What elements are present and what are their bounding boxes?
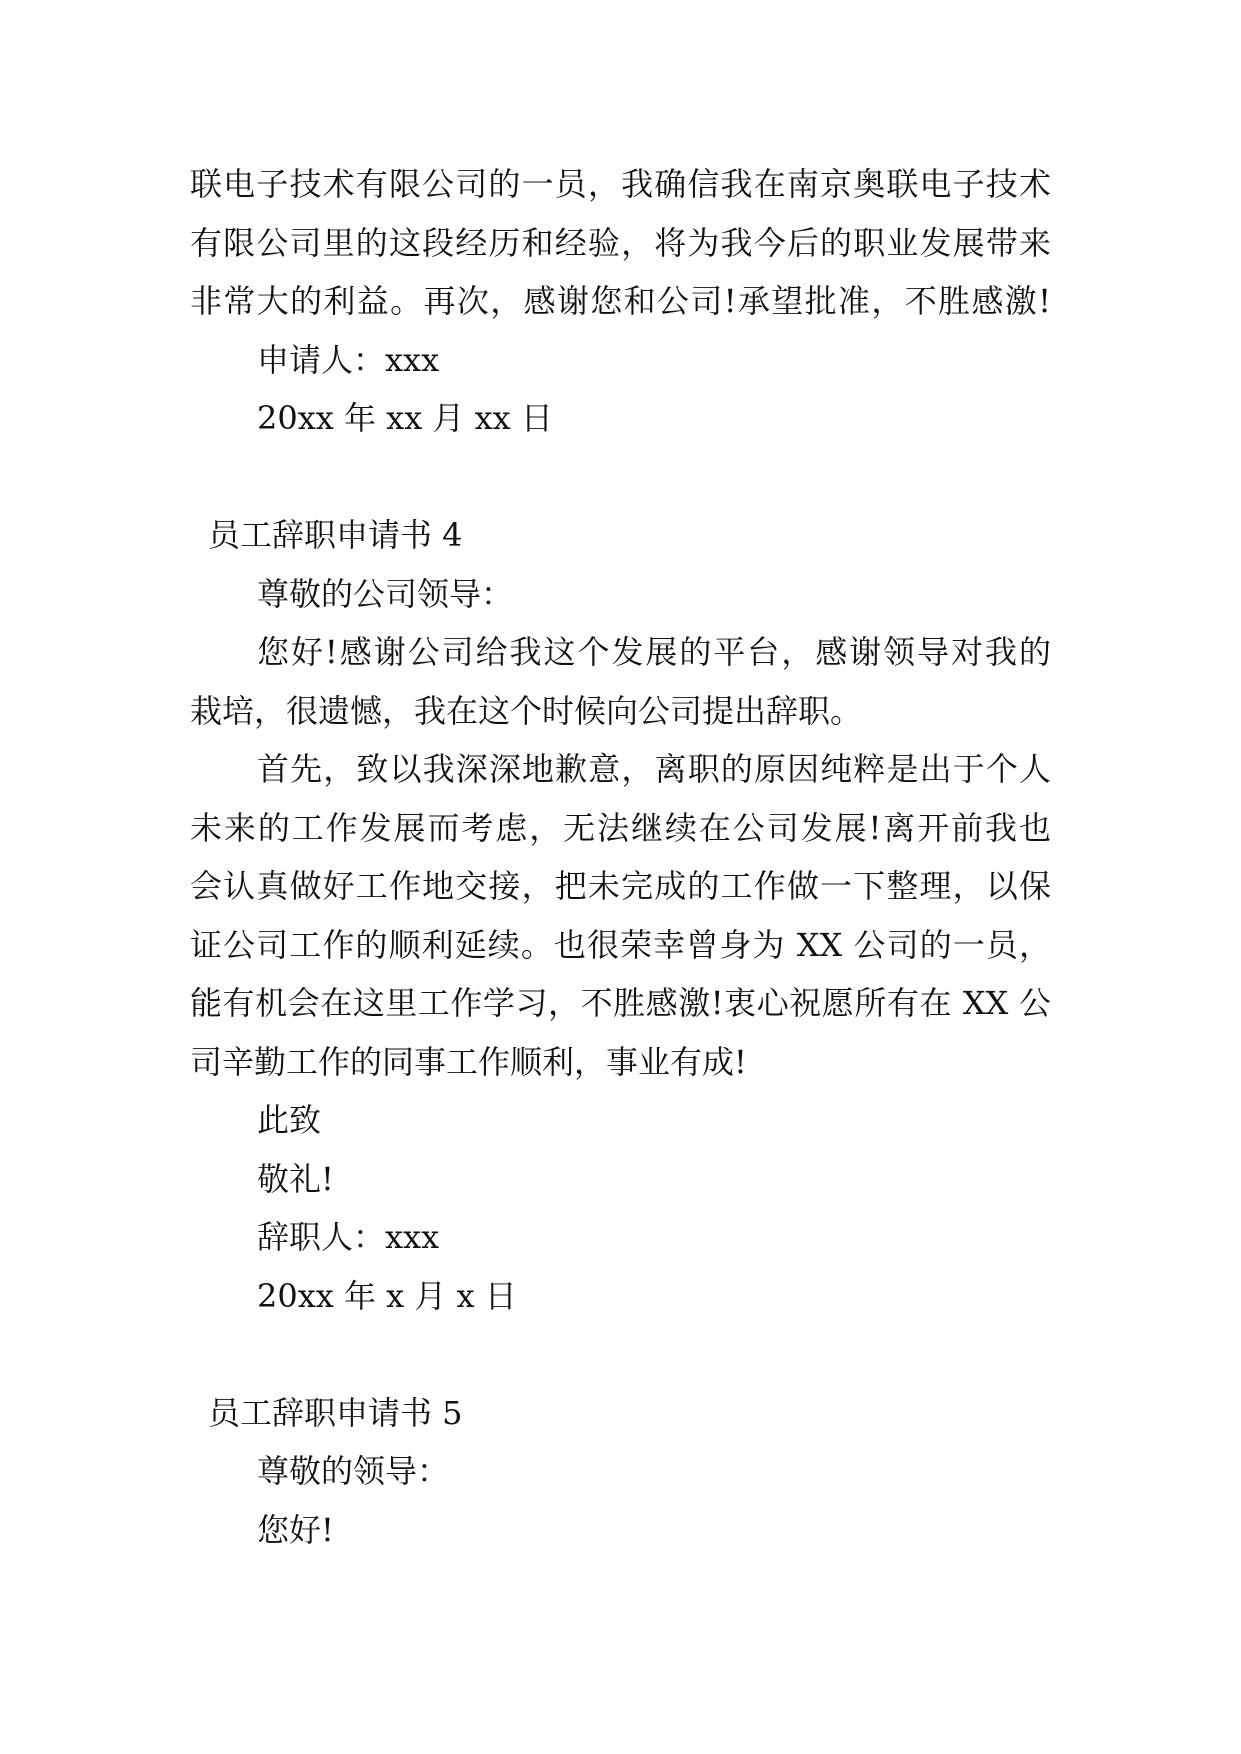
signer-signature: 辞职人：xxx [257,1218,440,1256]
salutation: 尊敬的领导： [257,1452,450,1490]
letter-title: 员工辞职申请书 5 [208,1393,463,1432]
blank-line [0,448,1241,507]
resignation-letter-4 [0,506,1241,1325]
greeting: 您好! [257,1510,334,1549]
regards: 敬礼! [257,1159,334,1198]
paragraph-line: 您好!感谢公司给我这个发展的平台，感谢领导对我的 [257,633,1051,671]
paragraph-line: 首先，致以我深深地歉意，离职的原因纯粹是出于个人 [257,750,1051,788]
letter-date: 20xx 年 xx 月 xx 日 [257,399,553,437]
paragraph-line: 司辛勤工作的同事工作顺利，事业有成! [190,1042,747,1081]
paragraph-line: 未来的工作发展而考虑，无法继续在公司发展!离开前我也 [190,808,1051,847]
paragraph-line: 联电子技术有限公司的一员，我确信我在南京奥联电子技术 [190,165,1051,203]
paragraph-line: 有限公司里的这段经历和经验，将为我今后的职业发展带来 [190,223,1051,262]
paragraph-line: 能有机会在这里工作学习，不胜感激!衷心祝愿所有在 XX 公 [190,984,1051,1022]
blank-line [0,1325,1241,1384]
previous-letter-ending [0,155,1241,448]
resignation-letter-5 [0,1384,1241,1560]
paragraph-line: 栽培，很遗憾，我在这个时候向公司提出辞职。 [190,691,863,730]
letter-title: 员工辞职申请书 4 [208,516,463,554]
salutation: 尊敬的公司领导： [257,574,514,613]
applicant-signature: 申请人：xxx [257,340,440,379]
paragraph-line: 证公司工作的顺利延续。也很荣幸曾身为 XX 公司的一员， [190,925,1051,964]
paragraph [0,623,1241,740]
paragraph [0,740,1241,1091]
letter-date: 20xx 年 x 月 x 日 [257,1276,517,1315]
paragraph-line: 非常大的利益。再次，感谢您和公司!承望批准，不胜感激! [190,282,1051,320]
closing: 此致 [257,1101,322,1139]
paragraph-line: 会认真做好工作地交接，把未完成的工作做一下整理，以保 [190,867,1051,905]
